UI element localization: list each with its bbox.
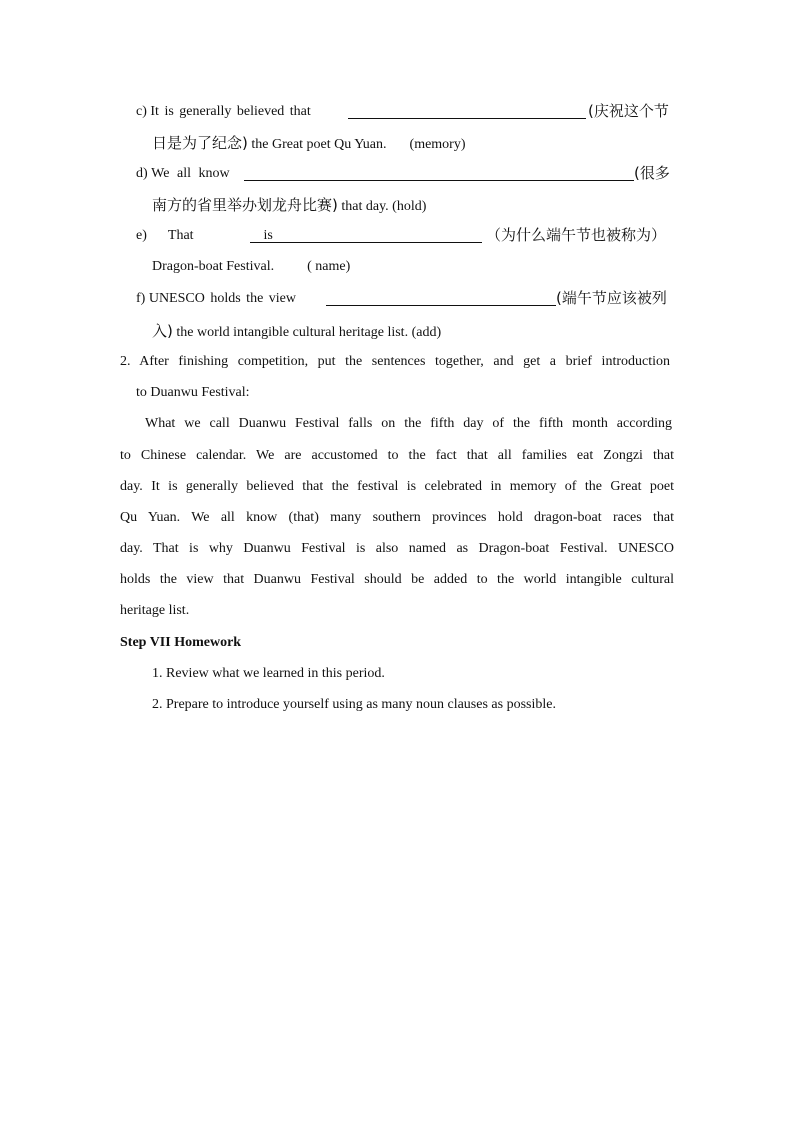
- exercise-tail: the world intangible cultural heritage list.: [176, 325, 409, 340]
- chinese-hint: 入): [152, 322, 173, 340]
- homework-item: 1. Review what we learned in this period.: [152, 666, 385, 681]
- chinese-hint: (端午节应该被列: [556, 289, 667, 307]
- chinese-hint: 南方的省里举办划龙舟比赛): [152, 196, 338, 214]
- paragraph-line: holds the view that Duanwu Festival should be added to the world intangible cultural: [120, 572, 674, 587]
- exercise-f-continued: [152, 321, 441, 341]
- verb-hint: (hold): [392, 199, 427, 214]
- paragraph-line: day. It is generally believed that the festival is celebrated in memory of the Great poet: [120, 479, 674, 494]
- chinese-hint: (庆祝这个节: [588, 102, 669, 120]
- chinese-hint: (很多: [634, 164, 670, 182]
- verb-hint: ( name): [307, 259, 351, 274]
- exercise-c: [136, 102, 311, 122]
- paragraph-line: Qu Yuan. We all know (that) many southern provinces hold dragon-boat races that: [120, 510, 674, 525]
- verb-hint: (add): [411, 325, 442, 340]
- chinese-hint: 日是为了纪念): [152, 134, 248, 152]
- exercise-tail: that day.: [341, 199, 389, 214]
- paragraph-line: heritage list.: [120, 603, 190, 618]
- exercise-prompt: It is generally believed that: [150, 104, 311, 119]
- paragraph-line: What we call Duanwu Festival falls on the fifth day of the fifth month according: [145, 416, 672, 431]
- exercise-d: [136, 164, 230, 184]
- verb-hint: (memory): [409, 137, 466, 152]
- exercise-prompt: That is: [167, 228, 273, 243]
- exercise-letter: e): [136, 228, 147, 243]
- exercise-letter: f): [136, 291, 146, 306]
- exercise-f: [136, 289, 296, 309]
- task2-instruction: 2. After finishing competition, put the sentences together, and get a brief introduction: [120, 354, 670, 369]
- answer-blank[interactable]: [348, 104, 586, 119]
- exercise-tail: Dragon-boat Festival.: [152, 259, 275, 274]
- chinese-hint: （为什么端午节也被称为）: [486, 226, 667, 244]
- section-heading: Step VII Homework: [120, 635, 242, 650]
- exercise-letter: d): [136, 166, 148, 181]
- exercise-tail: the Great poet Qu Yuan.: [251, 137, 387, 152]
- paragraph-line: day. That is why Duanwu Festival is also named as Dragon-boat Festival. UNESCO: [120, 541, 674, 556]
- task2-instruction-continued: to Duanwu Festival:: [136, 385, 250, 400]
- exercise-d-continued: [152, 195, 426, 215]
- answer-blank[interactable]: [326, 291, 556, 306]
- paragraph-line: to Chinese calendar. We are accustomed to the fact that all families eat Zongzi that: [120, 448, 674, 463]
- exercise-letter: c): [136, 104, 147, 119]
- exercise-e-continued: [152, 257, 350, 277]
- homework-item: 2. Prepare to introduce yourself using as many noun clauses as possible.: [152, 697, 556, 712]
- exercise-prompt: We all know: [151, 166, 230, 181]
- exercise-prompt: UNESCO holds the view: [148, 291, 296, 306]
- answer-blank[interactable]: [250, 228, 482, 243]
- exercise-c-continued: [152, 133, 466, 153]
- answer-blank[interactable]: [244, 166, 634, 181]
